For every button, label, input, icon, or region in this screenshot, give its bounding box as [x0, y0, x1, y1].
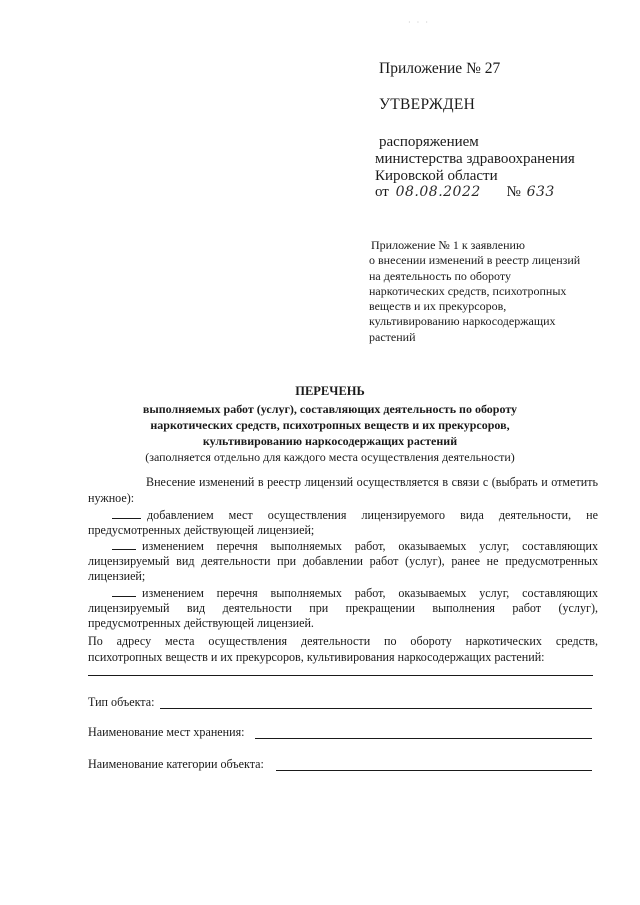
- address-input-line[interactable]: [88, 675, 593, 676]
- order-line-1: распоряжением: [379, 134, 479, 150]
- storage-name-label: Наименование мест хранения:: [88, 725, 245, 739]
- handwritten-number: 633: [526, 184, 555, 200]
- address-text-line1: По адресу места осуществления деятельности по обороту наркотических средств,: [88, 634, 598, 648]
- intro-text-line1: Внесение изменений в реестр лицензий осуществляется в связи с (выбрать и отметить: [146, 475, 598, 489]
- object-type-input-line[interactable]: [160, 708, 592, 709]
- order-line-3: Кировской области: [375, 168, 498, 184]
- intro-text-line2: нужное):: [88, 490, 135, 505]
- category-name-input-line[interactable]: [276, 770, 592, 771]
- checkbox-blank-1[interactable]: [112, 507, 141, 519]
- category-name-label: Наименование категории объекта:: [88, 757, 264, 771]
- document-fill-note: (заполняется отдельно для каждого места осуществления деятельности): [145, 450, 515, 464]
- option-added-works: [112, 538, 598, 555]
- option-1-text: добавлением мест осуществления лицензируемого вида деятельности, не: [147, 508, 598, 522]
- document-subtitle-1: выполняемых работ (услуг), составляющих деятельность по обороту: [142, 402, 518, 416]
- annex-note: [371, 238, 603, 345]
- annex-number: Приложение № 27: [379, 60, 501, 77]
- address-text-line2: психотропных веществ и их прекурсоров, культивирования наркосодержащих растений:: [88, 649, 545, 664]
- annex-note-line: растений: [369, 329, 416, 344]
- annex-note-line: на деятельность по обороту: [369, 268, 511, 283]
- checkbox-blank-2[interactable]: [112, 538, 136, 550]
- order-date-line: [375, 184, 555, 201]
- document-subtitle-2: наркотических средств, психотропных веществ и их прекурсоров,: [150, 418, 510, 432]
- document-title: ПЕРЕЧЕНЬ: [295, 384, 365, 398]
- option-3-text: изменением перечня выполняемых работ, оказываемых услуг, составляющих: [142, 586, 598, 600]
- option-3-continuation-2: предусмотренных действующей лицензией.: [88, 616, 314, 631]
- annex-note-line: веществ и их прекурсоров,: [369, 299, 507, 314]
- date-prefix: от: [375, 184, 389, 200]
- option-added-places: [112, 507, 598, 524]
- number-prefix: №: [506, 184, 521, 200]
- scan-marks: · · ·: [408, 18, 430, 27]
- document-subtitle-3: культивированию наркосодержащих растений: [202, 434, 458, 448]
- handwritten-date: 08.08.2022: [395, 184, 481, 200]
- annex-note-line: наркотических средств, психотропных: [369, 283, 567, 298]
- object-type-label: Тип объекта:: [88, 695, 155, 709]
- option-2-continuation-2: лицензией;: [88, 569, 146, 584]
- storage-name-input-line[interactable]: [255, 738, 592, 739]
- annex-note-line: о внесении изменений в реестр лицензий: [369, 253, 581, 268]
- approved-heading: УТВЕРЖДЕН: [379, 96, 476, 113]
- option-2-text: изменением перечня выполняемых работ, оказываемых услуг, составляющих: [142, 539, 598, 554]
- option-2-continuation: лицензируемый вид деятельности при добавлении работ (услуг), ранее не предусмотренных: [88, 553, 598, 568]
- option-removed-works: [112, 585, 598, 602]
- annex-note-line: культивированию наркосодержащих: [369, 314, 556, 329]
- option-1-continuation: предусмотренных действующей лицензией;: [88, 522, 315, 537]
- checkbox-blank-3[interactable]: [112, 585, 136, 597]
- option-3-continuation: лицензируемый вид деятельности при прекращении выполнения работ (услуг),: [88, 600, 598, 615]
- order-line-2: министерства здравоохранения: [375, 151, 575, 167]
- annex-note-line: Приложение № 1 к заявлению: [371, 238, 525, 252]
